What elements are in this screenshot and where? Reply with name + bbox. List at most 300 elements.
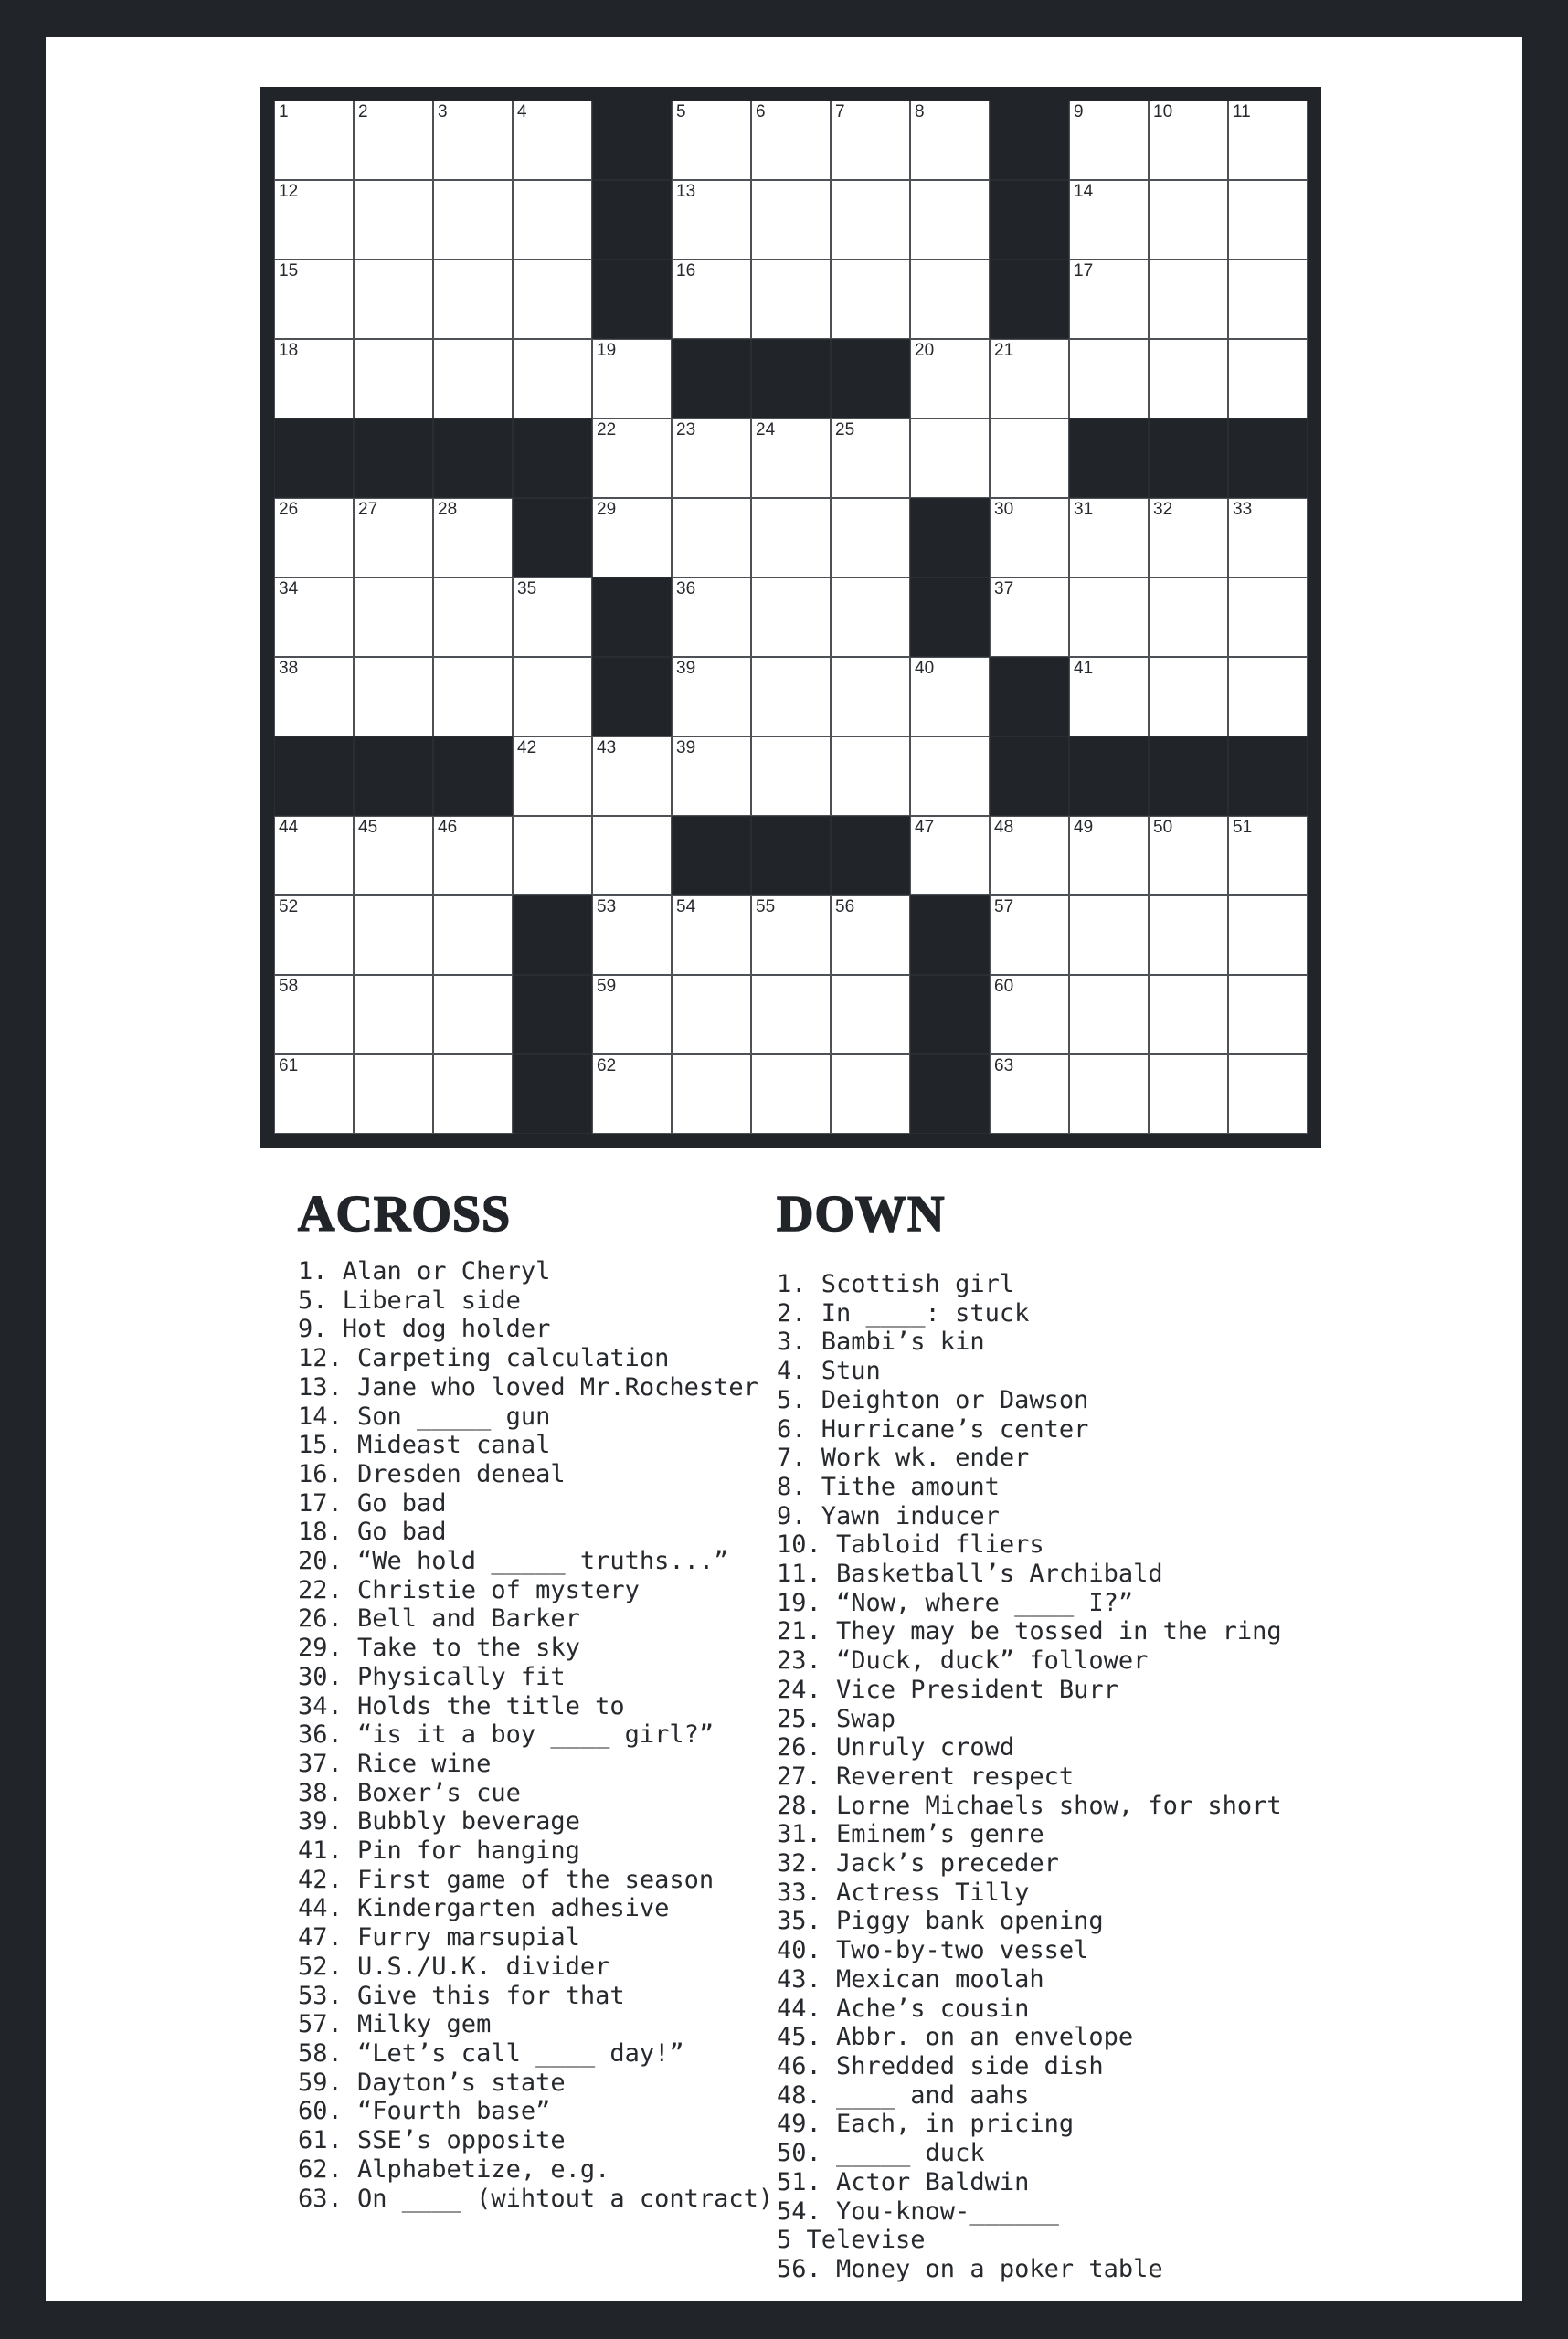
grid-cell[interactable] <box>1069 975 1149 1054</box>
grid-cell[interactable] <box>1228 259 1308 339</box>
grid-cell[interactable] <box>672 577 751 657</box>
cell-number: 10 <box>1153 102 1173 122</box>
grid-cell[interactable] <box>1149 975 1228 1054</box>
across-clue: 13. Jane who loved Mr.Rochester <box>298 1372 758 1402</box>
grid-cell[interactable] <box>274 975 354 1054</box>
cell-number: 54 <box>676 897 696 916</box>
cell-number: 49 <box>1074 818 1094 837</box>
down-clue: 2. In ____: stuck <box>777 1298 1030 1328</box>
cell-number: 47 <box>915 818 935 837</box>
down-clue: 6. Hurricane’s center <box>777 1414 1089 1444</box>
cell-number: 4 <box>517 102 527 122</box>
grid-cell[interactable] <box>751 657 831 736</box>
grid-cell[interactable] <box>592 975 672 1054</box>
grid-cell[interactable] <box>513 339 592 418</box>
black-cell <box>513 498 592 577</box>
down-clue: 1. Scottish girl <box>777 1270 1015 1298</box>
black-cell <box>1069 736 1149 816</box>
grid-cell[interactable] <box>513 657 592 736</box>
grid-cell[interactable] <box>513 101 592 180</box>
grid-cell[interactable] <box>433 498 513 577</box>
black-cell <box>1149 418 1228 498</box>
across-clue: 58. “Let’s call ____ day!” <box>298 2038 684 2068</box>
cell-number: 6 <box>756 102 766 122</box>
grid-cell[interactable] <box>513 816 592 895</box>
across-clue: 38. Boxer’s cue <box>298 1778 521 1807</box>
black-cell <box>751 339 831 418</box>
grid-cell[interactable] <box>1069 180 1149 259</box>
grid-cell[interactable] <box>274 101 354 180</box>
across-clue: 1. Alan or Cheryl <box>298 1257 551 1286</box>
grid-cell[interactable] <box>592 339 672 418</box>
across-clue: 63. On ____ (wihtout a contract) <box>298 2184 774 2213</box>
grid-cell[interactable] <box>433 259 513 339</box>
black-cell <box>513 975 592 1054</box>
across-clue: 34. Holds the title to <box>298 1691 625 1720</box>
down-clue: 5. Deighton or Dawson <box>777 1385 1089 1414</box>
down-clue: 28. Lorne Michaels show, for short <box>777 1791 1282 1820</box>
grid-cell[interactable] <box>751 577 831 657</box>
grid-cell[interactable] <box>672 1054 751 1134</box>
grid-cell[interactable] <box>1228 577 1308 657</box>
cell-number: 56 <box>835 897 855 916</box>
cell-number: 19 <box>597 341 617 360</box>
across-clue: 30. Physically fit <box>298 1662 566 1691</box>
grid-cell[interactable] <box>990 895 1069 975</box>
grid-cell[interactable] <box>1228 816 1308 895</box>
grid-cell[interactable] <box>831 975 910 1054</box>
grid-cell[interactable] <box>910 816 990 895</box>
cell-number: 40 <box>915 659 935 678</box>
across-clue: 15. Mideast canal <box>298 1431 551 1460</box>
cell-number: 3 <box>438 102 448 122</box>
down-clue: 27. Reverent respect <box>777 1762 1075 1791</box>
grid-cell[interactable] <box>274 1054 354 1134</box>
crossword-grid <box>274 101 1308 1134</box>
grid-cell[interactable] <box>1228 1054 1308 1134</box>
grid-cell[interactable] <box>274 180 354 259</box>
across-clue: 14. Son _____ gun <box>298 1402 551 1431</box>
cell-number: 8 <box>915 102 925 122</box>
grid-cell[interactable] <box>433 339 513 418</box>
across-clue: 18. Go bad <box>298 1518 447 1547</box>
cell-number: 17 <box>1074 261 1094 280</box>
grid-cell[interactable] <box>592 895 672 975</box>
cell-number: 7 <box>835 102 845 122</box>
cell-number: 36 <box>676 579 696 598</box>
grid-cell[interactable] <box>751 736 831 816</box>
cell-number: 39 <box>676 738 696 757</box>
down-clue: 4. Stun <box>777 1357 881 1386</box>
cell-number: 26 <box>279 500 299 519</box>
black-cell <box>433 418 513 498</box>
cell-number: 31 <box>1074 500 1094 519</box>
black-cell <box>910 1054 990 1134</box>
cell-number: 35 <box>517 579 537 598</box>
grid-cell[interactable] <box>751 975 831 1054</box>
cell-number: 51 <box>1233 818 1253 837</box>
grid-cell[interactable] <box>990 339 1069 418</box>
grid-cell[interactable] <box>831 895 910 975</box>
cell-number: 33 <box>1233 500 1253 519</box>
grid-cell[interactable] <box>354 895 433 975</box>
black-cell <box>592 101 672 180</box>
cell-number: 11 <box>1233 102 1251 122</box>
grid-cell[interactable] <box>672 101 751 180</box>
grid-cell[interactable] <box>751 180 831 259</box>
grid-cell[interactable] <box>1149 180 1228 259</box>
grid-cell[interactable] <box>1149 498 1228 577</box>
grid-cell[interactable] <box>354 577 433 657</box>
cell-number: 39 <box>676 659 696 678</box>
grid-cell[interactable] <box>1228 180 1308 259</box>
grid-cell[interactable] <box>910 339 990 418</box>
cell-number: 28 <box>438 500 458 519</box>
grid-cell[interactable] <box>1069 498 1149 577</box>
across-clue: 61. SSE’s opposite <box>298 2126 566 2155</box>
cell-number: 59 <box>597 977 617 996</box>
black-cell <box>513 1054 592 1134</box>
grid-cell[interactable] <box>513 736 592 816</box>
grid-cell[interactable] <box>513 577 592 657</box>
grid-cell[interactable] <box>274 657 354 736</box>
down-clue: 33. Actress Tilly <box>777 1878 1030 1907</box>
grid-cell[interactable] <box>1228 657 1308 736</box>
grid-cell[interactable] <box>433 975 513 1054</box>
cell-number: 37 <box>994 579 1014 598</box>
down-clue: 26. Unruly crowd <box>777 1733 1015 1762</box>
cell-number: 60 <box>994 977 1014 996</box>
grid-cell[interactable] <box>513 180 592 259</box>
black-cell <box>751 816 831 895</box>
grid-cell[interactable] <box>990 577 1069 657</box>
grid-cell[interactable] <box>672 895 751 975</box>
across-clue: 52. U.S./U.K. divider <box>298 1952 610 1981</box>
grid-cell[interactable] <box>354 339 433 418</box>
down-clue: 35. Piggy bank opening <box>777 1907 1104 1936</box>
black-cell <box>592 577 672 657</box>
cell-number: 5 <box>676 102 686 122</box>
grid-cell[interactable] <box>433 101 513 180</box>
across-clue: 60. “Fourth base” <box>298 2097 551 2126</box>
cell-number: 57 <box>994 897 1014 916</box>
across-clue: 41. Pin for hanging <box>298 1836 580 1866</box>
grid-cell[interactable] <box>1069 816 1149 895</box>
cell-number: 24 <box>756 420 776 439</box>
grid-cell[interactable] <box>990 975 1069 1054</box>
down-clue: 51. Actor Baldwin <box>777 2167 1030 2196</box>
down-clue: 40. Two-by-two vessel <box>777 1936 1089 1965</box>
cell-number: 15 <box>279 261 299 280</box>
cell-number: 55 <box>756 897 776 916</box>
grid-cell[interactable] <box>1149 577 1228 657</box>
cell-number: 1 <box>279 102 289 122</box>
grid-cell[interactable] <box>1228 895 1308 975</box>
down-clue: 19. “Now, where ____ I?” <box>777 1588 1134 1617</box>
cell-number: 48 <box>994 818 1014 837</box>
across-clue-list <box>298 1257 773 2213</box>
across-clue: 16. Dresden deneal <box>298 1459 566 1488</box>
grid-cell[interactable] <box>433 180 513 259</box>
grid-cell[interactable] <box>1149 101 1228 180</box>
grid-cell[interactable] <box>1069 259 1149 339</box>
black-cell <box>990 259 1069 339</box>
across-clue: 39. Bubbly beverage <box>298 1807 580 1836</box>
grid-cell[interactable] <box>672 498 751 577</box>
page-border-right <box>1522 0 1568 2339</box>
black-cell <box>990 180 1069 259</box>
black-cell <box>1069 418 1149 498</box>
cell-number: 30 <box>994 500 1014 519</box>
grid-cell[interactable] <box>1149 1054 1228 1134</box>
grid-cell[interactable] <box>990 498 1069 577</box>
grid-cell[interactable] <box>831 657 910 736</box>
down-clue: 25. Swap <box>777 1704 896 1733</box>
black-cell <box>274 418 354 498</box>
down-clue: 43. Mexican moolah <box>777 1964 1044 1994</box>
cell-number: 25 <box>835 420 855 439</box>
black-cell <box>513 895 592 975</box>
grid-cell[interactable] <box>1228 498 1308 577</box>
grid-cell[interactable] <box>592 736 672 816</box>
grid-cell[interactable] <box>1149 657 1228 736</box>
cell-number: 38 <box>279 659 299 678</box>
across-header: ACROSS <box>298 1186 512 1243</box>
across-clue: 59. Dayton’s state <box>298 2068 566 2097</box>
down-clue: 9. Yawn inducer <box>777 1501 1000 1530</box>
cell-number: 22 <box>597 420 617 439</box>
cell-number: 43 <box>597 738 617 757</box>
grid-cell[interactable] <box>1228 975 1308 1054</box>
cell-number: 2 <box>358 102 368 122</box>
grid-cell[interactable] <box>274 339 354 418</box>
down-clue: 56. Money on a poker table <box>777 2254 1163 2283</box>
down-clue: 24. Vice President Burr <box>777 1675 1118 1704</box>
cell-number: 42 <box>517 738 537 757</box>
grid-cell[interactable] <box>672 657 751 736</box>
black-cell <box>990 101 1069 180</box>
down-clue: 54. You-know-______ <box>777 2196 1059 2226</box>
across-clue: 57. Milky gem <box>298 2010 492 2039</box>
down-clue: 3. Bambi’s kin <box>777 1328 985 1357</box>
black-cell <box>1228 736 1308 816</box>
grid-cell[interactable] <box>1149 816 1228 895</box>
down-clue: 46. Shredded side dish <box>777 2051 1104 2080</box>
black-cell <box>910 498 990 577</box>
grid-cell[interactable] <box>1069 101 1149 180</box>
grid-cell[interactable] <box>354 657 433 736</box>
grid-cell[interactable] <box>433 816 513 895</box>
grid-cell[interactable] <box>513 259 592 339</box>
grid-cell[interactable] <box>274 895 354 975</box>
black-cell <box>831 816 910 895</box>
down-clue: 44. Ache’s cousin <box>777 1994 1030 2023</box>
cell-number: 16 <box>676 261 696 280</box>
grid-cell[interactable] <box>831 101 910 180</box>
cell-number: 44 <box>279 818 299 837</box>
grid-cell[interactable] <box>831 577 910 657</box>
grid-cell[interactable] <box>274 259 354 339</box>
grid-cell[interactable] <box>354 101 433 180</box>
grid-cell[interactable] <box>1228 339 1308 418</box>
cell-number: 61 <box>279 1056 299 1075</box>
grid-cell[interactable] <box>1069 1054 1149 1134</box>
grid-cell[interactable] <box>990 418 1069 498</box>
grid-cell[interactable] <box>274 816 354 895</box>
black-cell <box>354 736 433 816</box>
grid-cell[interactable] <box>751 418 831 498</box>
black-cell <box>672 816 751 895</box>
grid-cell[interactable] <box>433 1054 513 1134</box>
grid-cell[interactable] <box>1149 259 1228 339</box>
grid-cell[interactable] <box>831 498 910 577</box>
black-cell <box>910 895 990 975</box>
black-cell <box>274 736 354 816</box>
grid-cell[interactable] <box>354 259 433 339</box>
grid-cell[interactable] <box>672 418 751 498</box>
cell-number: 23 <box>676 420 696 439</box>
down-clue: 45. Abbr. on an envelope <box>777 2023 1134 2052</box>
black-cell <box>990 736 1069 816</box>
across-clue: 20. “We hold _____ truths...” <box>298 1547 729 1576</box>
black-cell <box>1149 736 1228 816</box>
black-cell <box>592 657 672 736</box>
cell-number: 46 <box>438 818 458 837</box>
cell-number: 50 <box>1153 818 1173 837</box>
grid-cell[interactable] <box>831 259 910 339</box>
black-cell <box>513 418 592 498</box>
across-clue: 53. Give this for that <box>298 1981 625 2010</box>
grid-cell[interactable] <box>990 816 1069 895</box>
across-clue: 36. “is it a boy ____ girl?” <box>298 1720 715 1750</box>
across-clue: 47. Furry marsupial <box>298 1923 580 1953</box>
across-clue: 37. Rice wine <box>298 1749 492 1778</box>
grid-cell[interactable] <box>433 657 513 736</box>
grid-cell[interactable] <box>672 975 751 1054</box>
cell-number: 63 <box>994 1056 1014 1075</box>
grid-cell[interactable] <box>1069 577 1149 657</box>
across-clue: 17. Go bad <box>298 1488 447 1518</box>
grid-cell[interactable] <box>831 180 910 259</box>
down-clue: 11. Basketball’s Archibald <box>777 1560 1163 1589</box>
grid-cell[interactable] <box>751 895 831 975</box>
across-clue: 42. First game of the season <box>298 1865 715 1894</box>
cell-number: 21 <box>994 341 1014 360</box>
grid-cell[interactable] <box>1069 657 1149 736</box>
grid-cell[interactable] <box>592 1054 672 1134</box>
cell-number: 53 <box>597 897 617 916</box>
grid-cell[interactable] <box>672 180 751 259</box>
across-clue: 9. Hot dog holder <box>298 1315 551 1344</box>
grid-cell[interactable] <box>672 736 751 816</box>
grid-cell[interactable] <box>672 259 751 339</box>
across-clue: 44. Kindergarten adhesive <box>298 1894 670 1923</box>
black-cell <box>831 339 910 418</box>
grid-cell[interactable] <box>751 101 831 180</box>
grid-cell[interactable] <box>910 418 990 498</box>
grid-cell[interactable] <box>354 180 433 259</box>
cell-number: 52 <box>279 897 299 916</box>
down-clue: 32. Jack’s preceder <box>777 1849 1059 1879</box>
down-clue: 49. Each, in pricing <box>777 2110 1075 2139</box>
grid-cell[interactable] <box>751 498 831 577</box>
down-clue: 50. _____ duck <box>777 2139 985 2168</box>
black-cell <box>592 259 672 339</box>
down-clue: 10. Tabloid fliers <box>777 1530 1044 1560</box>
grid-cell[interactable] <box>354 1054 433 1134</box>
grid-cell[interactable] <box>1069 339 1149 418</box>
black-cell <box>433 736 513 816</box>
cell-number: 13 <box>676 182 696 201</box>
cell-number: 41 <box>1074 659 1094 678</box>
cell-number: 32 <box>1153 500 1173 519</box>
cell-number: 27 <box>358 500 378 519</box>
black-cell <box>910 975 990 1054</box>
grid-cell[interactable] <box>1149 339 1228 418</box>
grid-cell[interactable] <box>910 657 990 736</box>
grid-cell[interactable] <box>910 259 990 339</box>
cell-number: 14 <box>1074 182 1094 201</box>
black-cell <box>672 339 751 418</box>
page-border-bottom <box>0 2301 1568 2339</box>
down-clue: 7. Work wk. ender <box>777 1444 1030 1473</box>
grid-cell[interactable] <box>354 498 433 577</box>
cell-number: 9 <box>1074 102 1084 122</box>
grid-cell[interactable] <box>990 1054 1069 1134</box>
grid-cell[interactable] <box>1149 895 1228 975</box>
grid-cell[interactable] <box>592 498 672 577</box>
page-border-top <box>0 0 1568 37</box>
grid-cell[interactable] <box>354 816 433 895</box>
grid-cell[interactable] <box>592 816 672 895</box>
grid-cell[interactable] <box>910 180 990 259</box>
down-clue: 5 Televise <box>777 2226 926 2255</box>
grid-cell[interactable] <box>910 101 990 180</box>
across-clue: 5. Liberal side <box>298 1286 521 1315</box>
black-cell <box>354 418 433 498</box>
grid-cell[interactable] <box>751 1054 831 1134</box>
grid-cell[interactable] <box>592 418 672 498</box>
page-border-left <box>0 0 46 2339</box>
down-clue-list <box>777 1270 1282 2284</box>
grid-cell[interactable] <box>354 975 433 1054</box>
cell-number: 45 <box>358 818 378 837</box>
grid-cell[interactable] <box>433 577 513 657</box>
grid-cell[interactable] <box>910 736 990 816</box>
grid-cell[interactable] <box>433 895 513 975</box>
grid-cell[interactable] <box>1228 101 1308 180</box>
grid-cell[interactable] <box>274 577 354 657</box>
down-clue: 23. “Duck, duck” follower <box>777 1646 1149 1676</box>
black-cell <box>1228 418 1308 498</box>
grid-cell[interactable] <box>751 259 831 339</box>
grid-cell[interactable] <box>274 498 354 577</box>
across-clue: 29. Take to the sky <box>298 1634 580 1663</box>
grid-cell[interactable] <box>831 736 910 816</box>
cell-number: 58 <box>279 977 299 996</box>
black-cell <box>910 577 990 657</box>
grid-cell[interactable] <box>1069 895 1149 975</box>
grid-cell[interactable] <box>831 418 910 498</box>
cell-number: 12 <box>279 182 299 201</box>
cell-number: 20 <box>915 341 935 360</box>
down-clue: 48. ____ and aahs <box>777 2080 1030 2110</box>
cell-number: 29 <box>597 500 617 519</box>
grid-cell[interactable] <box>831 1054 910 1134</box>
down-clue: 31. Eminem’s genre <box>777 1820 1044 1849</box>
black-cell <box>990 657 1069 736</box>
across-clue: 12. Carpeting calculation <box>298 1344 670 1373</box>
